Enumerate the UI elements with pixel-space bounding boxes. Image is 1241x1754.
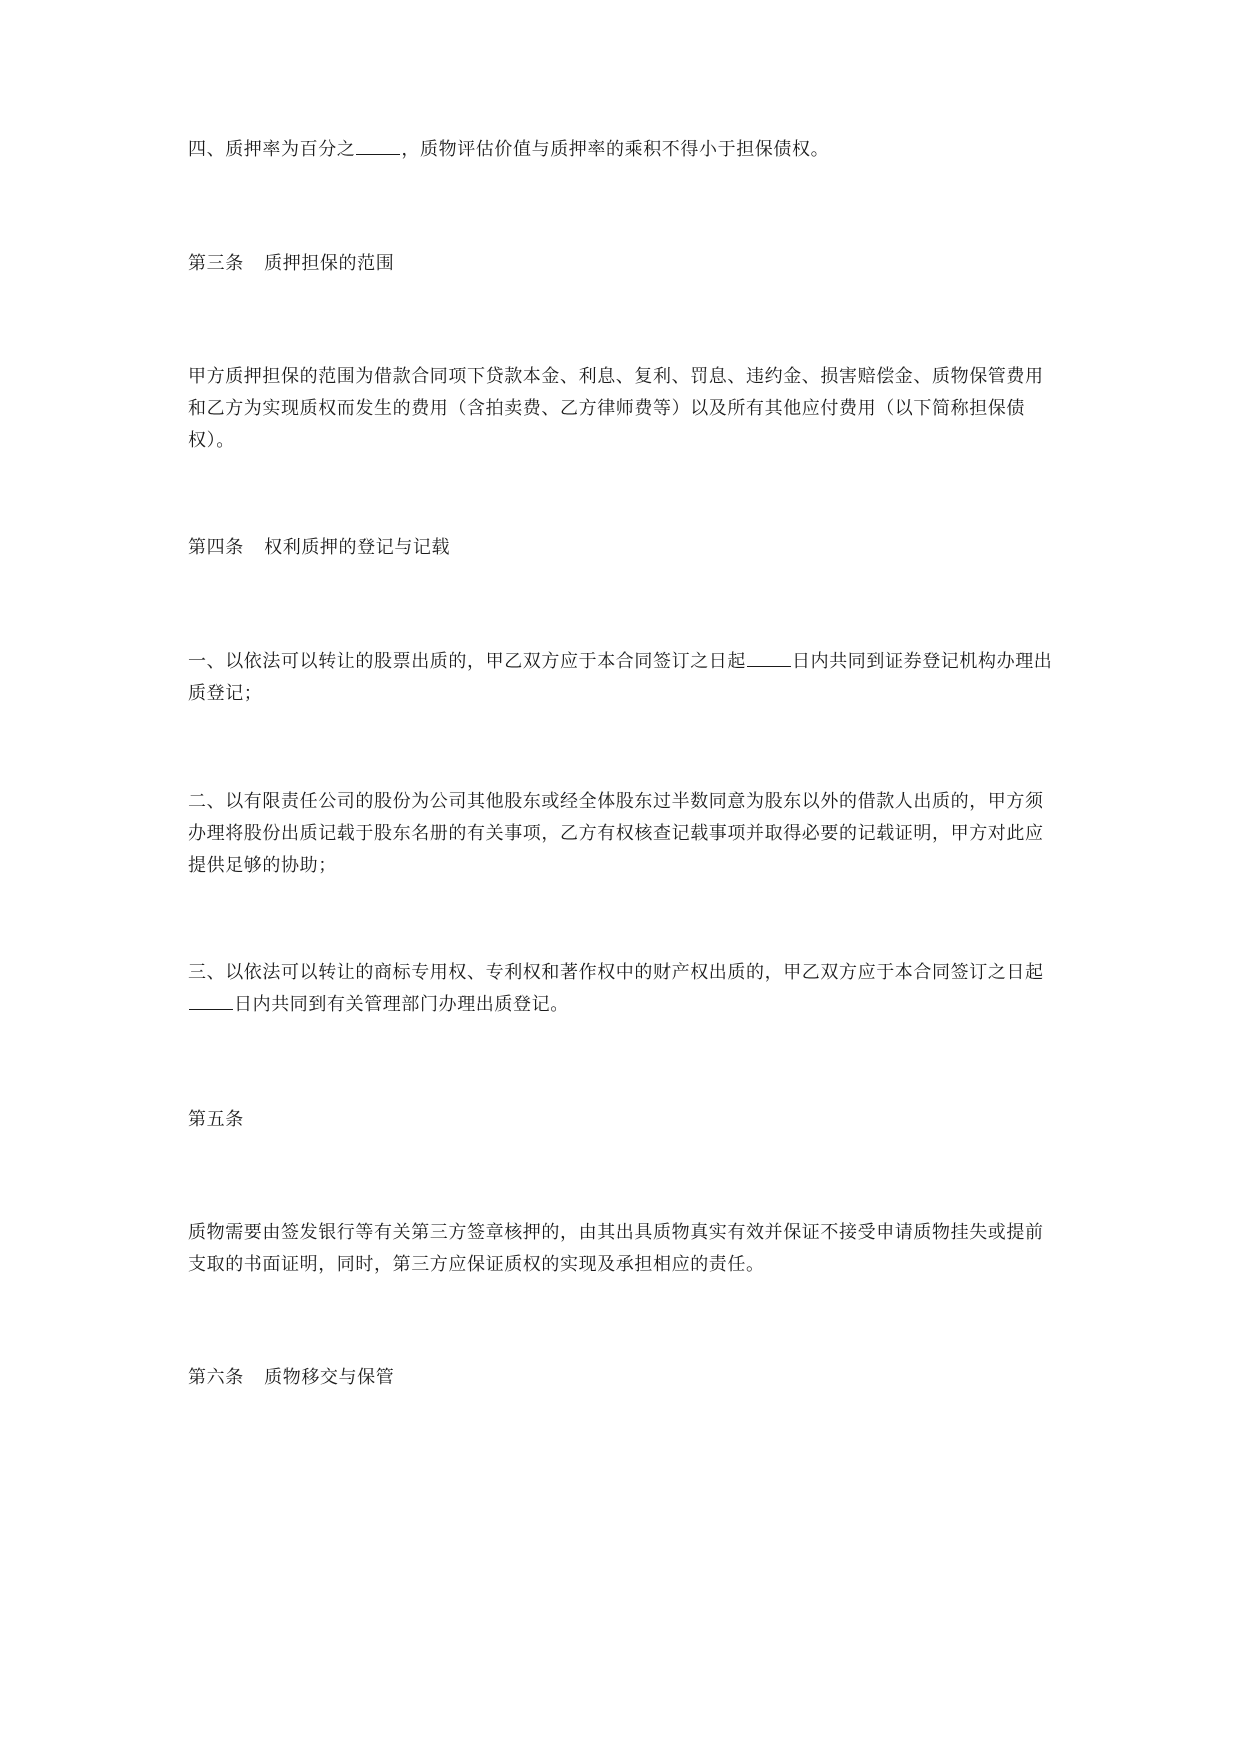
share-line-3: 提供足够的协助； xyxy=(188,855,337,876)
clause-ip-pledge xyxy=(188,957,1058,1021)
pledge-rate-text-b: ，质物评估价值与质押率的乘积不得小于担保债权。 xyxy=(401,139,830,160)
heading-article-3: 第三条 质押担保的范围 xyxy=(188,253,395,274)
pledge-rate-text-a: 四、质押率为百分之 xyxy=(188,139,356,160)
scope-line-3: 权）。 xyxy=(188,430,235,451)
scope-line-1: 甲方质押担保的范围为借款合同项下贷款本金、利息、复利、罚息、违约金、损害赔偿金、质物保管费用 xyxy=(188,366,1044,387)
ip-line-2 xyxy=(188,989,1058,1021)
stock-line-2: 质登记； xyxy=(188,683,263,704)
clause-guarantee-scope xyxy=(188,361,1058,457)
third-party-line-1: 质物需要由签发银行等有关第三方签章核押的，由其出具质物真实有效并保证不接受申请质物挂失或提前 xyxy=(188,1222,1044,1243)
clause-share-pledge xyxy=(188,786,1058,882)
scope-line-2: 和乙方为实现质权而发生的费用（含拍卖费、乙方律师费等）以及所有其他应付费用（以下简称担保债 xyxy=(188,398,1025,419)
heading-article-4: 第四条 权利质押的登记与记载 xyxy=(188,537,451,558)
ip-line-1: 三、以依法可以转让的商标专用权、专利权和著作权中的财产权出质的，甲乙双方应于本合同签订之日起 xyxy=(188,962,1044,983)
share-line-1: 二、以有限责任公司的股份为公司其他股东或经全体股东过半数同意为股东以外的借款人出质的，甲方须 xyxy=(188,791,1044,812)
blank-fill-line xyxy=(747,665,791,667)
ip-line-2-text: 日内共同到有关管理部门办理出质登记。 xyxy=(234,994,569,1015)
clause-stock-pledge xyxy=(188,646,1058,710)
clause-pledge-rate xyxy=(188,134,1058,166)
stock-line-1-text-a: 一、以依法可以转让的股票出质的，甲乙双方应于本合同签订之日起 xyxy=(188,651,746,672)
heading-article-5: 第五条 xyxy=(188,1109,244,1130)
heading-article-6: 第六条 质物移交与保管 xyxy=(188,1367,395,1388)
blank-fill-line xyxy=(189,1008,233,1010)
third-party-line-2: 支取的书面证明，同时，第三方应保证质权的实现及承担相应的责任。 xyxy=(188,1254,765,1275)
stock-line-1-text-b: 日内共同到证券登记机构办理出 xyxy=(792,651,1053,672)
blank-fill-line xyxy=(356,153,400,155)
clause-third-party xyxy=(188,1217,1058,1281)
share-line-2: 办理将股份出质记载于股东名册的有关事项，乙方有权核查记载事项并取得必要的记载证明，甲方对此应 xyxy=(188,823,1044,844)
stock-line-1 xyxy=(188,646,1058,678)
